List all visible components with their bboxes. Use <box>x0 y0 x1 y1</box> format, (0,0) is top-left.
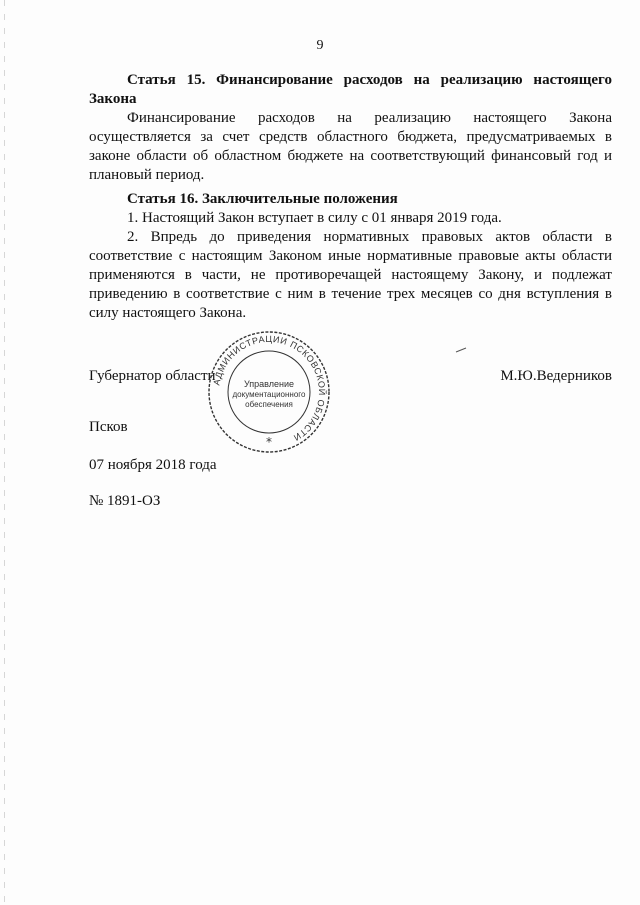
stamp-line-3: обеспечения <box>245 400 293 409</box>
law-number: № 1891-ОЗ <box>89 493 161 509</box>
article-16-item-2: 2. Впредь до приведения нормативных правовых актов области в соответствие с настоящим Законом иные нормативные правовые акты области применяются в части, не противоречащей настоящему Закону, и подлежат приведению в соответствие с ним в течение трех месяцев со дня вступления в силу настоящего Закона. <box>89 229 612 321</box>
article-16-heading: Статья 16. Заключительные положения <box>127 191 398 207</box>
stamp-ring-text: АДМИНИСТРАЦИИ ПСКОВСКОЙ ОБЛАСТИ <box>211 333 328 444</box>
article-15-paragraph: Финансирование расходов на реализацию настоящего Закона осуществляется за счет средств областного бюджета, предусматриваемых в законе области об областном бюджете на соответствующий финансовый год и плановый период. <box>89 110 612 183</box>
signature-position: Губернатор области <box>89 368 216 384</box>
stamp-line-2: документационного <box>232 390 306 399</box>
article-15 <box>89 71 612 185</box>
place: Псков <box>89 419 128 435</box>
stamp-star: * <box>266 435 272 449</box>
signature-name: М.Ю.Ведерников <box>500 368 612 384</box>
article-16-item-1: 1. Настоящий Закон вступает в силу с 01 января 2019 года. <box>127 210 502 226</box>
date: 07 ноября 2018 года <box>89 457 217 473</box>
article-16 <box>89 190 612 323</box>
stamp-line-1: Управление <box>243 379 295 389</box>
page-number: 9 <box>316 38 324 53</box>
article-15-heading: Статья 15. Финансирование расходов на реализацию настоящего Закона <box>89 72 612 107</box>
signature-mark <box>455 347 467 353</box>
official-stamp <box>207 330 331 454</box>
scan-edge <box>4 0 5 905</box>
